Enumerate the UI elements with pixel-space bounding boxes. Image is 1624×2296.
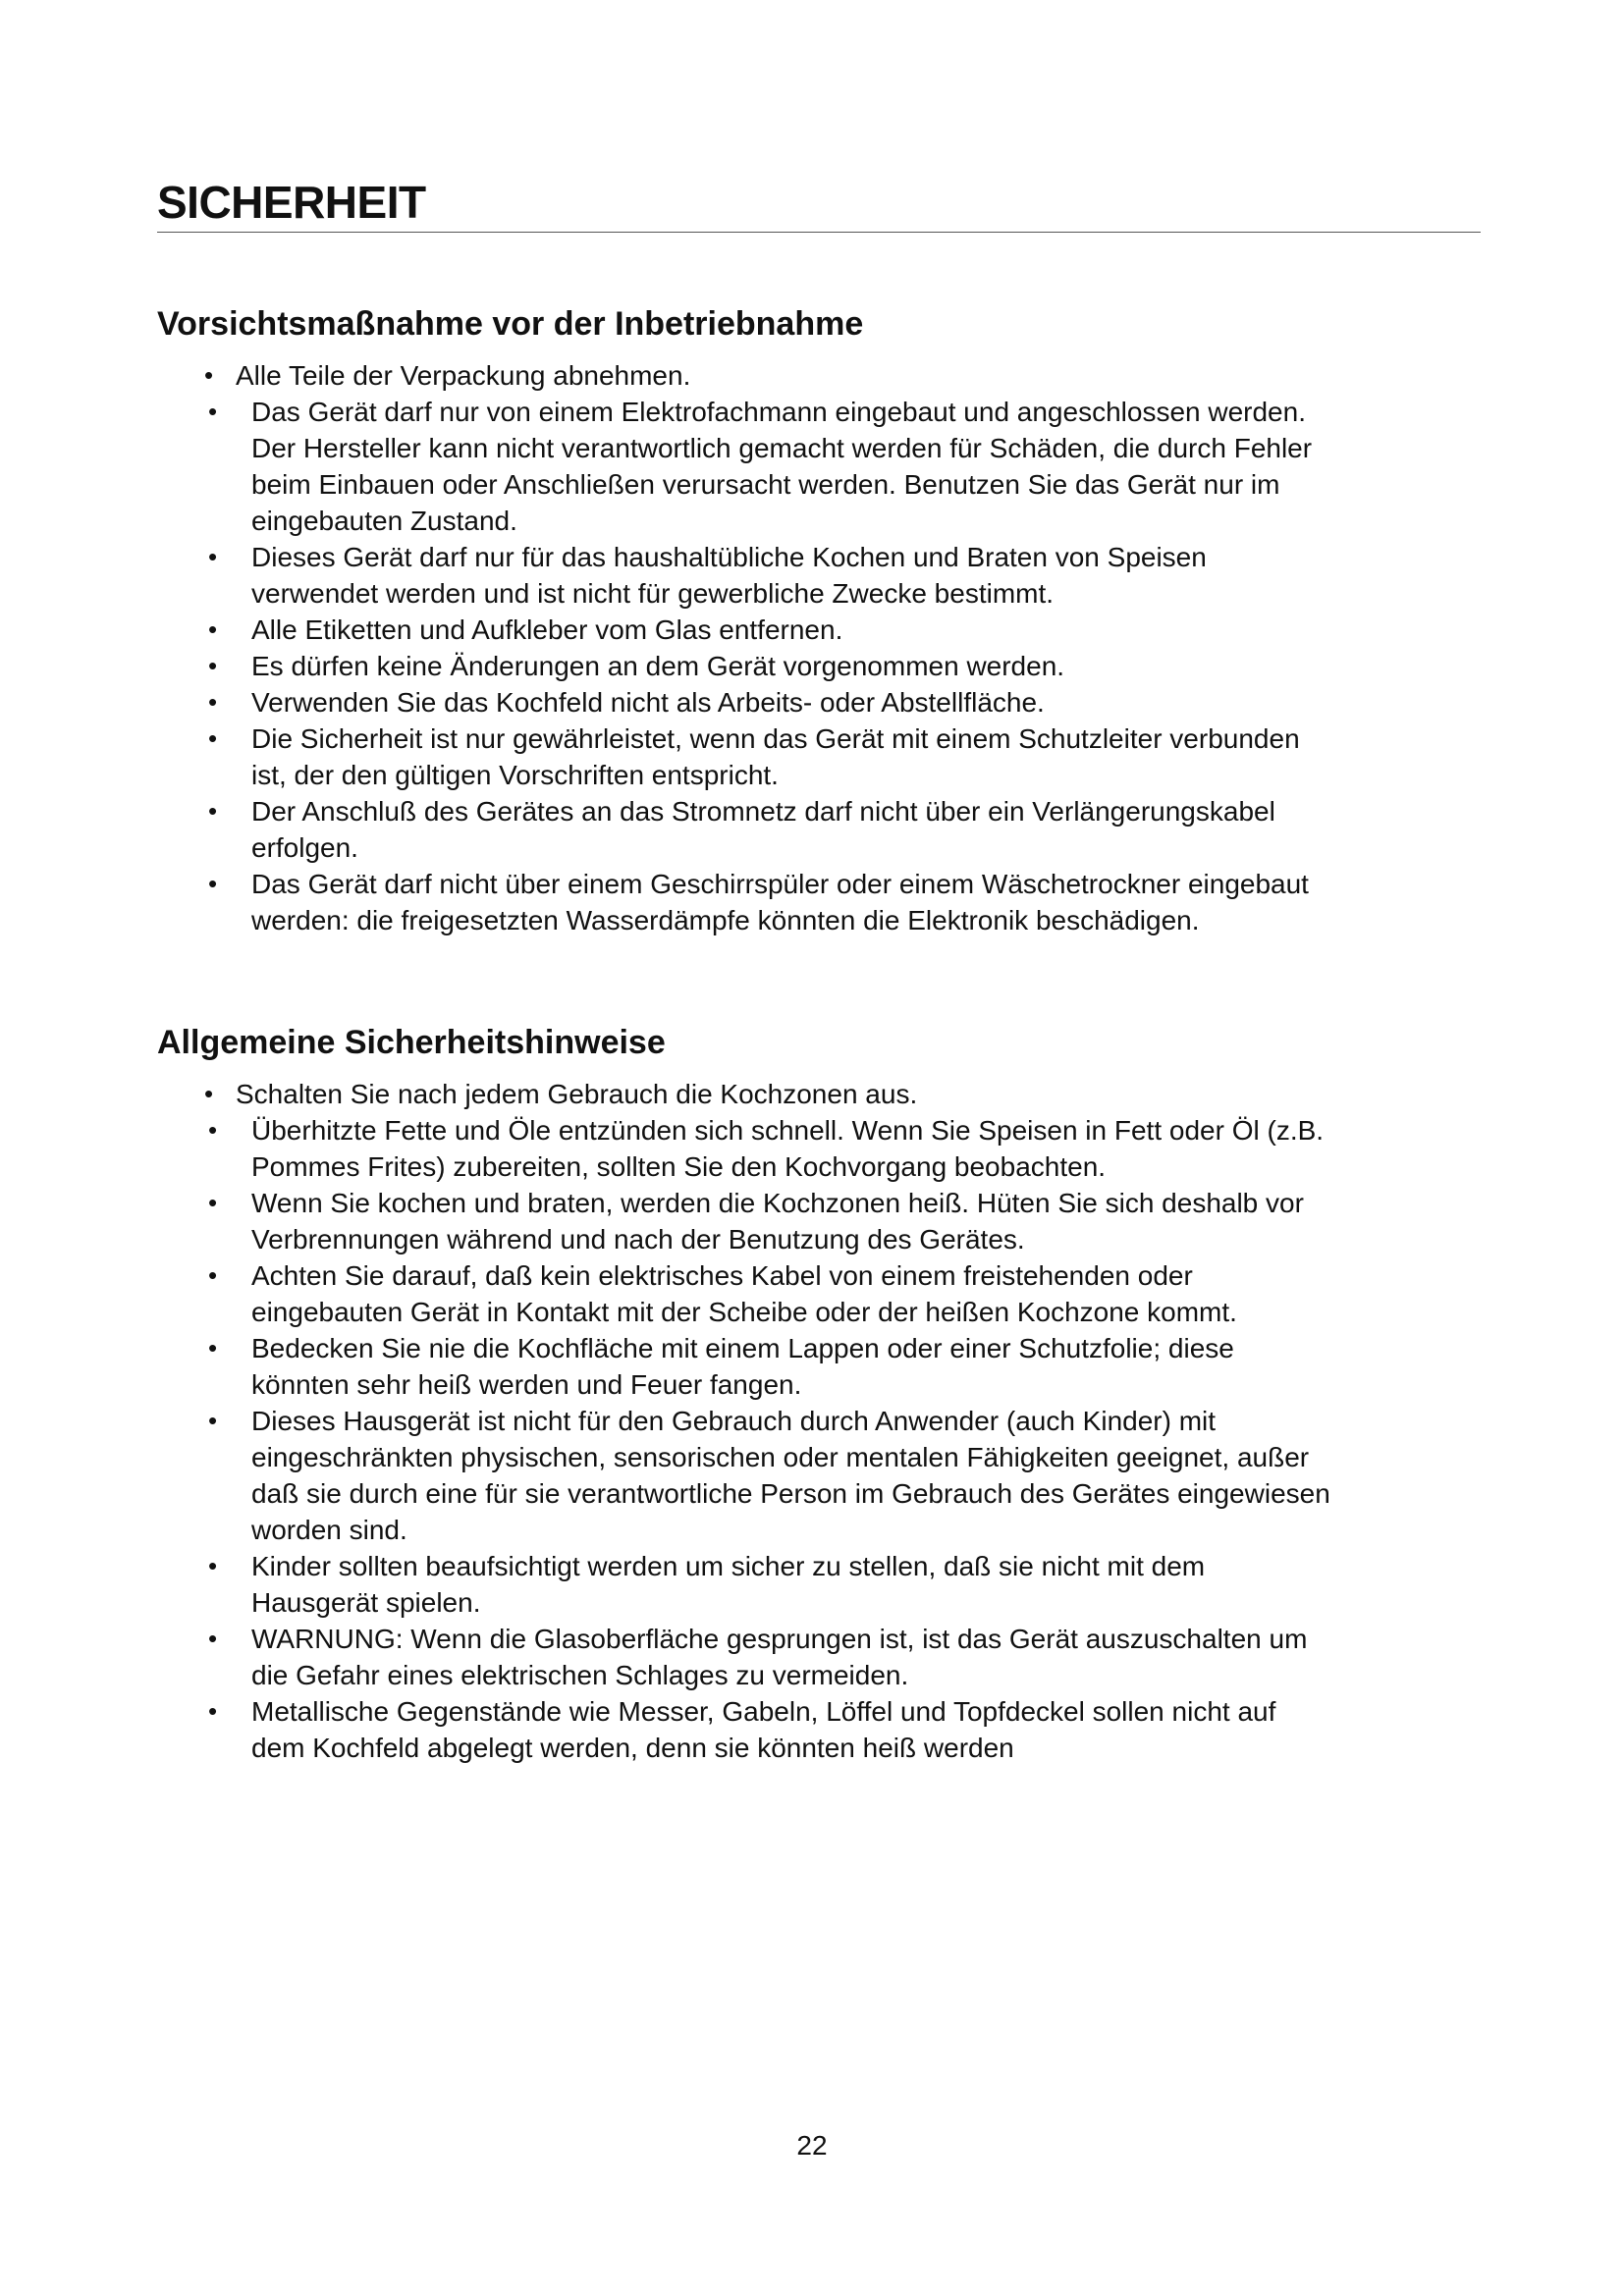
- list-item-text: Verwenden Sie das Kochfeld nicht als Arbeits- oder Abstellfläche.: [251, 687, 1045, 718]
- bullet-icon: •: [208, 542, 218, 571]
- title-divider: [157, 232, 1481, 233]
- section-heading: Vorsichtsmaßnahme vor der Inbetriebnahme: [157, 305, 864, 343]
- list-item-text: Die Sicherheit ist nur gewährleistet, wenn das Gerät mit einem Schutzleiter verbunden ist, der den gültigen Vorschriften entspricht.: [251, 723, 1300, 790]
- bullet-icon: •: [208, 1115, 218, 1145]
- list-item: [157, 1403, 1483, 1548]
- list-item-text: Überhitzte Fette und Öle entzünden sich schnell. Wenn Sie Speisen in Fett oder Öl (z.B. Pommes Frites) zubereiten, sollten Sie den Kochvorgang beobachten.: [251, 1115, 1325, 1182]
- list-item: [157, 793, 1483, 866]
- page-title: SICHERHEIT: [157, 177, 426, 228]
- bullet-list: [157, 357, 1483, 938]
- list-item: [157, 539, 1483, 612]
- section-precautions: [157, 302, 1483, 938]
- bullet-icon: •: [208, 687, 218, 717]
- bullet-icon: •: [208, 1406, 218, 1435]
- list-item-text: Es dürfen keine Änderungen an dem Gerät vorgenommen werden.: [251, 651, 1065, 681]
- list-item-text: Alle Etiketten und Aufkleber vom Glas entfernen.: [251, 614, 843, 645]
- list-item-text: Das Gerät darf nicht über einem Geschirrspüler oder einem Wäschetrockner eingebaut werden: die freigesetzten Wasserdämpfe könnten die Elektronik beschädigen.: [251, 869, 1309, 935]
- section-heading: Allgemeine Sicherheitshinweise: [157, 1024, 666, 1061]
- bullet-icon: •: [208, 1624, 218, 1653]
- list-item: [157, 684, 1483, 721]
- list-item-text: Schalten Sie nach jedem Gebrauch die Kochzonen aus.: [236, 1079, 918, 1109]
- list-item-text: Kinder sollten beaufsichtigt werden um sicher zu stellen, daß sie nicht mit dem Hausgerät spielen.: [251, 1551, 1206, 1618]
- bullet-icon: •: [208, 1551, 218, 1580]
- list-item: [157, 357, 1483, 394]
- list-item-text: Dieses Gerät darf nur für das haushaltübliche Kochen und Braten von Speisen verwendet werden und ist nicht für gewerbliche Zwecke bestimmt.: [251, 542, 1207, 609]
- list-item-text: Metallische Gegenstände wie Messer, Gabeln, Löffel und Topfdeckel sollen nicht auf dem Kochfeld abgelegt werden, denn sie könnten heiß werden: [251, 1696, 1276, 1763]
- list-item: [157, 1693, 1483, 1766]
- bullet-icon: •: [208, 651, 218, 680]
- bullet-list: [157, 1076, 1483, 1766]
- bullet-icon: •: [204, 360, 214, 390]
- bullet-icon: •: [208, 1188, 218, 1217]
- bullet-icon: •: [208, 796, 218, 826]
- list-item: [157, 1257, 1483, 1330]
- list-item-text: Der Anschluß des Gerätes an das Stromnetz darf nicht über ein Verlängerungskabel erfolgen.: [251, 796, 1275, 863]
- page-number: 22: [796, 2130, 828, 2161]
- list-item: [157, 394, 1483, 539]
- section-general-safety: [157, 1021, 1483, 1766]
- list-item: [157, 866, 1483, 938]
- list-item: [157, 1112, 1483, 1185]
- list-item: [157, 1076, 1483, 1112]
- list-item: [157, 1185, 1483, 1257]
- bullet-icon: •: [208, 1333, 218, 1362]
- list-item: [157, 1330, 1483, 1403]
- bullet-icon: •: [208, 869, 218, 898]
- list-item-text: Das Gerät darf nur von einem Elektrofachmann eingebaut und angeschlossen werden. Der Hersteller kann nicht verantwortlich gemacht werden für Schäden, die durch Fehler beim Einbauen oder Anschließen verursacht werden. Benutzen Sie das Gerät nur im eingebauten Zustand.: [251, 397, 1313, 536]
- list-item: [157, 612, 1483, 648]
- list-item: [157, 1548, 1483, 1621]
- bullet-icon: •: [208, 723, 218, 753]
- bullet-icon: •: [208, 614, 218, 644]
- list-item: [157, 648, 1483, 684]
- list-item-text: Dieses Hausgerät ist nicht für den Gebrauch durch Anwender (auch Kinder) mit eingeschränkten physischen, sensorischen oder mentalen Fähigkeiten geeignet, außer daß sie durch eine für sie verantwortliche Person im Gebrauch des Gerätes eingewiesen worden sind.: [251, 1406, 1330, 1545]
- bullet-icon: •: [208, 397, 218, 426]
- bullet-icon: •: [208, 1260, 218, 1290]
- bullet-icon: •: [204, 1079, 214, 1108]
- list-item-text: Achten Sie darauf, daß kein elektrisches Kabel von einem freistehenden oder eingebauten Gerät in Kontakt mit der Scheibe oder der heißen Kochzone kommt.: [251, 1260, 1237, 1327]
- list-item-text: Alle Teile der Verpackung abnehmen.: [236, 360, 691, 391]
- list-item: [157, 1621, 1483, 1693]
- list-item-text: WARNUNG: Wenn die Glasoberfläche gesprungen ist, ist das Gerät auszuschalten um die Gefahr eines elektrischen Schlages zu vermeiden.: [251, 1624, 1308, 1690]
- list-item-text: Wenn Sie kochen und braten, werden die Kochzonen heiß. Hüten Sie sich deshalb vor Verbrennungen während und nach der Benutzung des Gerätes.: [251, 1188, 1304, 1255]
- list-item: [157, 721, 1483, 793]
- list-item-text: Bedecken Sie nie die Kochfläche mit einem Lappen oder einer Schutzfolie; diese könnten sehr heiß werden und Feuer fangen.: [251, 1333, 1234, 1400]
- bullet-icon: •: [208, 1696, 218, 1726]
